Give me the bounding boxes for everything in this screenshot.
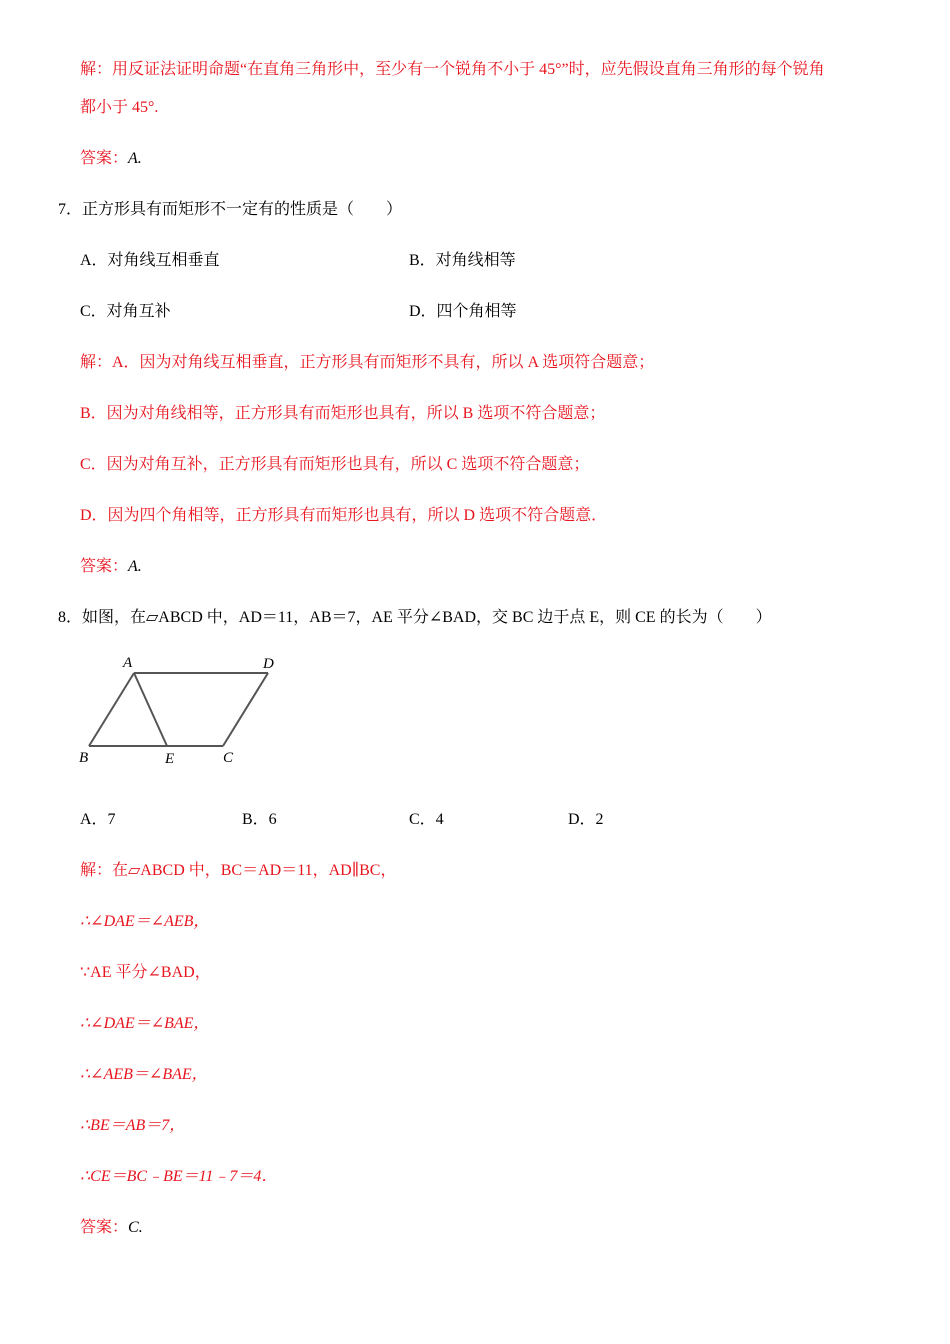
answer-value: A. bbox=[128, 150, 142, 167]
q8-option-d: D．2 bbox=[568, 811, 604, 828]
segment-cd bbox=[223, 673, 268, 746]
answer-value: C. bbox=[128, 1219, 143, 1236]
answer-value: A. bbox=[128, 558, 142, 575]
segment-ae bbox=[134, 673, 167, 746]
q7-solution-line-2: B．因为对角线相等，正方形具有而矩形也具有，所以 B 选项不符合题意； bbox=[80, 405, 606, 422]
q8-option-b: B．6 bbox=[242, 811, 277, 828]
q8-question: 8．如图，在▱ABCD 中，AD＝11，AB＝7，AE 平分∠BAD，交 BC 边于点 E，则 CE 的长为（ ） bbox=[58, 609, 772, 626]
q8-solution-line-7: ∴CE＝BC﹣BE＝11﹣7＝4． bbox=[80, 1168, 278, 1185]
label-c: C bbox=[223, 750, 234, 766]
q7-question: 7．正方形具有而矩形不一定有的性质是（ ） bbox=[58, 201, 403, 218]
q8-option-a: A．7 bbox=[80, 811, 116, 828]
label-a: A bbox=[123, 655, 133, 671]
q8-solution-line-2: ∴∠DAE＝∠AEB， bbox=[80, 913, 210, 930]
q7-answer bbox=[80, 557, 142, 577]
label-b: B bbox=[79, 750, 89, 766]
label-d: D bbox=[263, 656, 274, 672]
q7-solution-line-4: D．因为四个角相等，正方形具有而矩形也具有，所以 D 选项不符合题意． bbox=[80, 507, 608, 524]
q8-solution-line-3: ∵AE 平分∠BAD， bbox=[80, 964, 211, 981]
answer-label: 答案： bbox=[80, 558, 129, 575]
q8-solution-line-4: ∴∠DAE＝∠BAE， bbox=[80, 1015, 210, 1032]
answer-label: 答案： bbox=[80, 150, 129, 167]
q8-solution-line-1: 解：在▱ABCD 中，BC＝AD＝11，AD∥BC， bbox=[80, 862, 397, 879]
q7-option-c: C．对角互补 bbox=[80, 303, 171, 320]
q7-option-a: A．对角线互相垂直 bbox=[80, 252, 220, 269]
q8-option-c: C．4 bbox=[409, 811, 444, 828]
q7-solution-line-3: C．因为对角互补，正方形具有而矩形也具有，所以 C 选项不符合题意； bbox=[80, 456, 590, 473]
label-e: E bbox=[165, 751, 175, 767]
parallelogram-figure bbox=[70, 648, 290, 773]
q8-solution-line-5: ∴∠AEB＝∠BAE， bbox=[80, 1066, 208, 1083]
q8-answer bbox=[80, 1218, 143, 1238]
q6-solution-line-2: 都小于 45°. bbox=[80, 99, 159, 116]
q8-solution-line-6: ∴BE＝AB＝7， bbox=[80, 1117, 186, 1134]
answer-label: 答案： bbox=[80, 1219, 129, 1236]
q7-option-b: B．对角线相等 bbox=[409, 252, 516, 269]
q6-answer bbox=[80, 149, 142, 169]
q7-solution-line-1: 解：A．因为对角线互相垂直，正方形具有而矩形不具有，所以 A 选项符合题意； bbox=[80, 354, 655, 371]
q7-option-d: D．四个角相等 bbox=[409, 303, 517, 320]
segment-ab bbox=[89, 673, 134, 746]
q6-solution-line-1: 解：用反证法证明命题“在直角三角形中，至少有一个锐角不小于 45°”时，应先假设直角三角形的每个锐角 bbox=[80, 61, 825, 78]
